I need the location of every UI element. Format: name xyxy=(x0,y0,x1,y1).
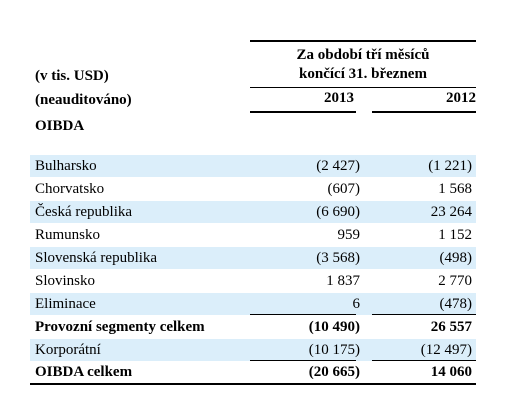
section-label: OIBDA xyxy=(35,118,85,134)
row-value-2012: (478) xyxy=(439,296,472,312)
year-2012-rule xyxy=(372,111,476,113)
row-value-2012: 26 557 xyxy=(430,319,472,335)
row-value-2013: (10 175) xyxy=(308,342,360,358)
row-value-2012: 1 152 xyxy=(438,227,472,243)
period-line-2: končící 31. březnem xyxy=(299,66,427,82)
row-label: Rumunsko xyxy=(35,227,101,243)
units-label: (v tis. USD) xyxy=(35,68,109,84)
subtotal-rule-2013 xyxy=(250,314,356,315)
row-value-2013: 959 xyxy=(337,227,360,243)
table-row xyxy=(30,270,476,292)
row-label: Slovenská republika xyxy=(35,250,158,266)
row-value-2012: (12 497) xyxy=(420,342,472,358)
row-value-2013: (10 490) xyxy=(308,319,360,335)
table-row xyxy=(30,339,476,361)
audit-label: (neauditováno) xyxy=(35,92,132,108)
row-value-2012: 23 264 xyxy=(430,204,472,220)
period-line-1: Za období tří měsíců xyxy=(296,47,430,63)
row-value-2012: (498) xyxy=(439,250,472,266)
table-row xyxy=(30,293,476,315)
year-2013-header: 2013 xyxy=(324,90,354,106)
table-row xyxy=(30,178,476,200)
row-value-2013: (3 568) xyxy=(316,250,360,266)
subtotal-row xyxy=(30,316,476,338)
row-label: Bulharsko xyxy=(35,158,97,174)
period-header-top-rule xyxy=(250,40,476,42)
row-value-2012: 14 060 xyxy=(430,364,472,380)
row-label: Provozní segmenty celkem xyxy=(35,319,205,335)
year-2012-header: 2012 xyxy=(446,90,476,106)
total-row xyxy=(30,361,476,383)
table-row xyxy=(30,224,476,246)
period-header xyxy=(250,46,476,84)
table-row xyxy=(30,155,476,177)
row-label: Korporátní xyxy=(35,342,101,358)
row-value-2013: (607) xyxy=(327,181,360,197)
period-header-bottom-rule xyxy=(250,87,476,88)
row-label: Chorvatsko xyxy=(35,181,105,197)
table-row xyxy=(30,247,476,269)
row-value-2012: 1 568 xyxy=(438,181,472,197)
row-label: Česká republika xyxy=(35,204,133,220)
row-value-2013: (20 665) xyxy=(308,364,360,380)
row-value-2012: 2 770 xyxy=(438,273,472,289)
year-2013-rule xyxy=(250,111,356,113)
row-label: Eliminace xyxy=(35,296,96,312)
table-row xyxy=(30,201,476,223)
row-value-2013: (2 427) xyxy=(316,158,360,174)
subtotal-rule-2012 xyxy=(372,314,476,315)
row-value-2013: 1 837 xyxy=(326,273,360,289)
row-value-2013: 6 xyxy=(352,296,360,312)
row-label: Slovinsko xyxy=(35,273,96,289)
row-value-2013: (6 690) xyxy=(316,204,360,220)
row-label: OIBDA celkem xyxy=(35,364,133,380)
table-bottom-rule xyxy=(30,383,476,385)
row-value-2012: (1 221) xyxy=(428,158,472,174)
